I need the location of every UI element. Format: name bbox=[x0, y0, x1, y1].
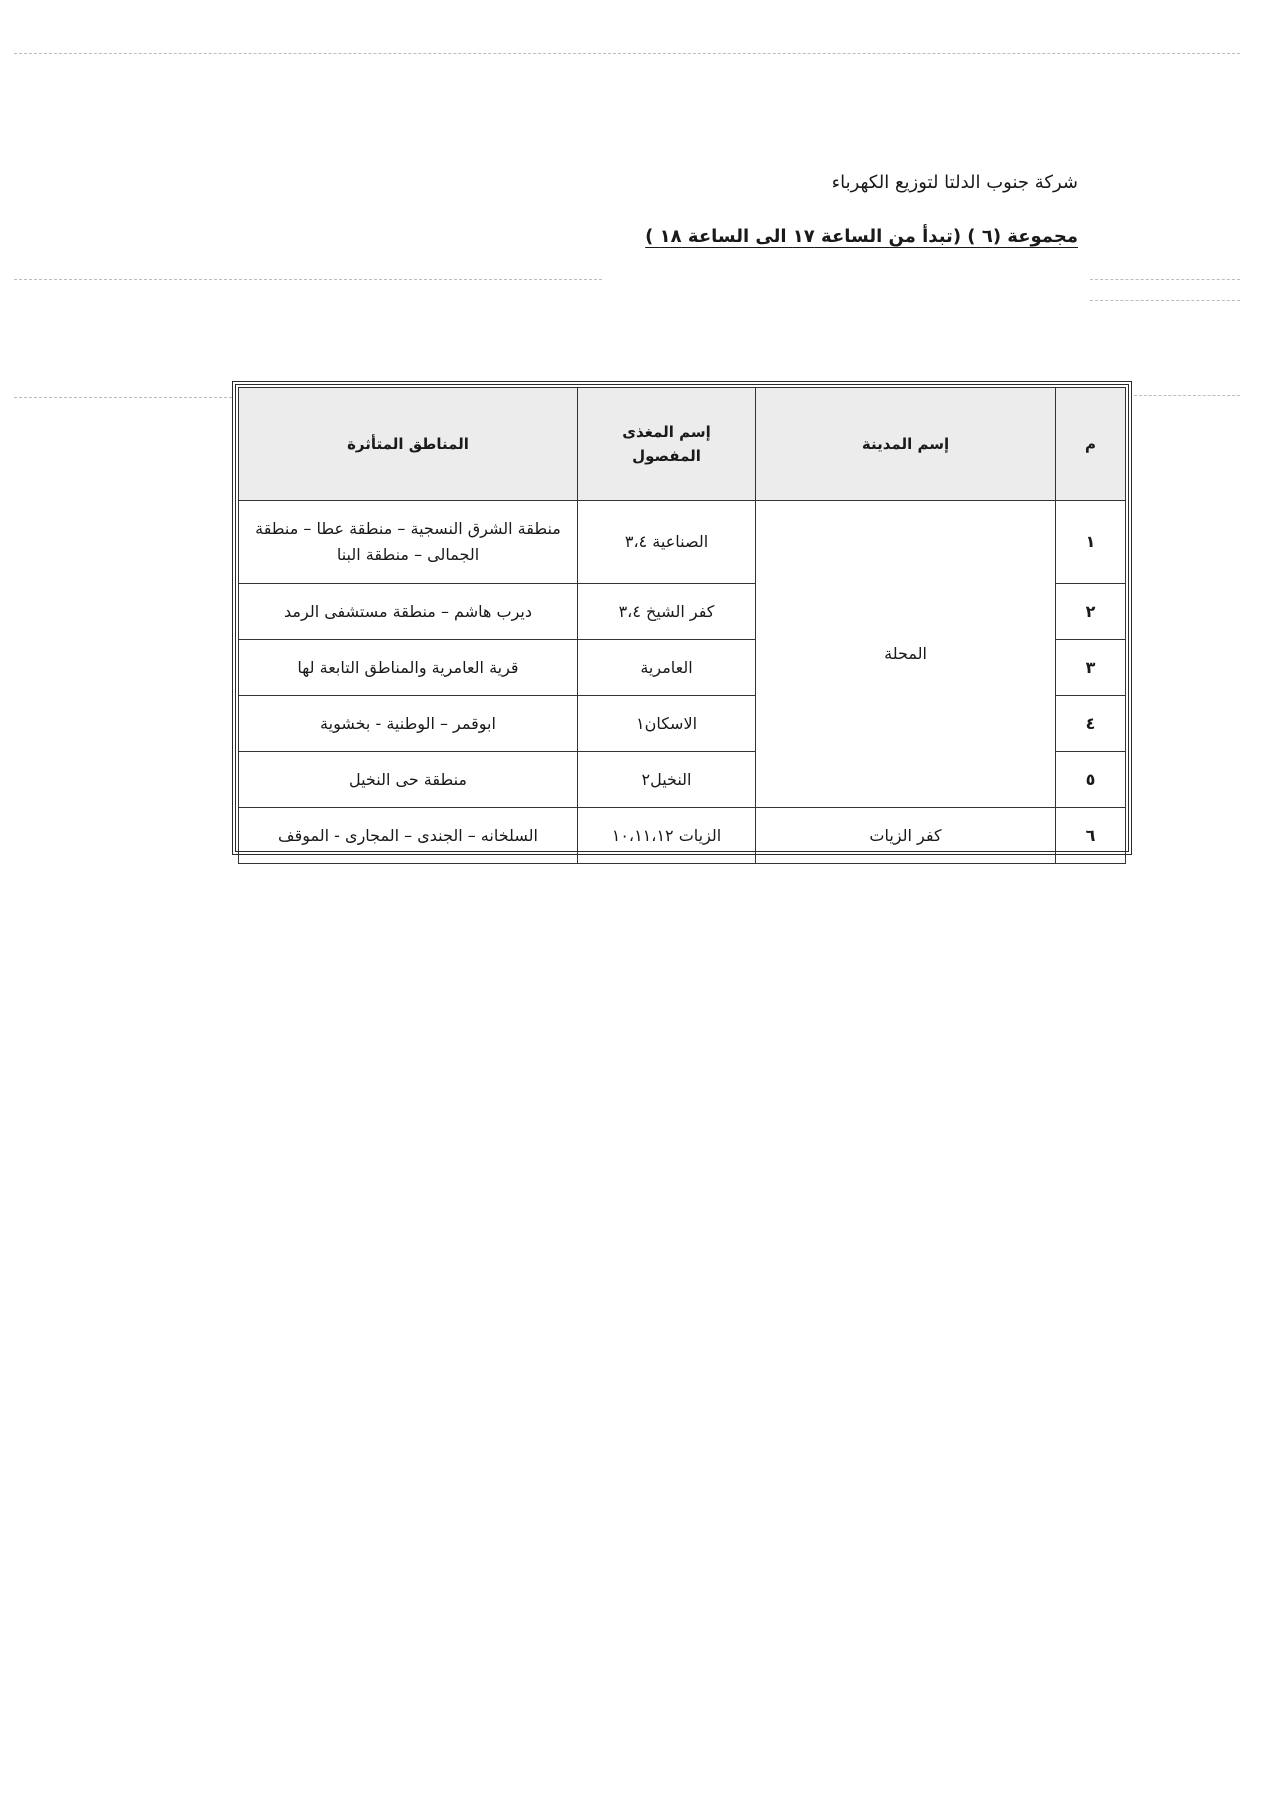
company-name: شركة جنوب الدلتا لتوزيع الكهرباء bbox=[831, 172, 1078, 193]
areas-cell: منطقة حى النخيل bbox=[239, 752, 578, 808]
city-cell: المحلة bbox=[756, 501, 1056, 808]
row-index: ٢ bbox=[1056, 584, 1126, 640]
row-index: ٤ bbox=[1056, 696, 1126, 752]
row-index: ٣ bbox=[1056, 640, 1126, 696]
scan-artifact-line bbox=[1090, 279, 1240, 280]
table-header-row bbox=[239, 388, 1126, 501]
schedule-table bbox=[238, 387, 1126, 864]
areas-cell: ابوقمر – الوطنية - بخشوية bbox=[239, 696, 578, 752]
scan-artifact-line bbox=[1134, 395, 1240, 396]
scan-artifact-line bbox=[1090, 300, 1240, 301]
table-row bbox=[239, 808, 1126, 864]
feeder-cell: الصناعية ٣،٤ bbox=[578, 501, 756, 584]
areas-cell: السلخانه – الجندى – المجارى - الموقف bbox=[239, 808, 578, 864]
feeder-cell: كفر الشيخ ٣،٤ bbox=[578, 584, 756, 640]
header-index: م bbox=[1056, 388, 1126, 501]
scan-artifact-line bbox=[14, 397, 232, 398]
header-city: إسم المدينة bbox=[756, 388, 1056, 501]
scan-artifact-line bbox=[14, 279, 602, 280]
group-title bbox=[478, 226, 1078, 247]
feeder-cell: النخيل٢ bbox=[578, 752, 756, 808]
areas-cell: ديرب هاشم – منطقة مستشفى الرمد bbox=[239, 584, 578, 640]
row-index: ١ bbox=[1056, 501, 1126, 584]
scan-artifact-line bbox=[14, 53, 1240, 54]
table-row bbox=[239, 501, 1126, 584]
areas-cell: قرية العامرية والمناطق التابعة لها bbox=[239, 640, 578, 696]
header-feeder: إسم المغذى المفصول bbox=[578, 388, 756, 501]
row-index: ٥ bbox=[1056, 752, 1126, 808]
feeder-cell: الاسكان١ bbox=[578, 696, 756, 752]
row-index: ٦ bbox=[1056, 808, 1126, 864]
feeder-cell: الزيات ١٠،١١،١٢ bbox=[578, 808, 756, 864]
header-affected-areas: المناطق المتأثرة bbox=[239, 388, 578, 501]
areas-cell: منطقة الشرق النسجية – منطقة عطا – منطقة الجمالى – منطقة البنا bbox=[239, 501, 578, 584]
group-title-text: مجموعة (٦ ) (تبدأ من الساعة ١٧ الى الساعة ١٨ ) bbox=[645, 226, 1078, 247]
schedule-table-frame bbox=[232, 381, 1132, 855]
feeder-cell: العامرية bbox=[578, 640, 756, 696]
city-cell: كفر الزيات bbox=[756, 808, 1056, 864]
